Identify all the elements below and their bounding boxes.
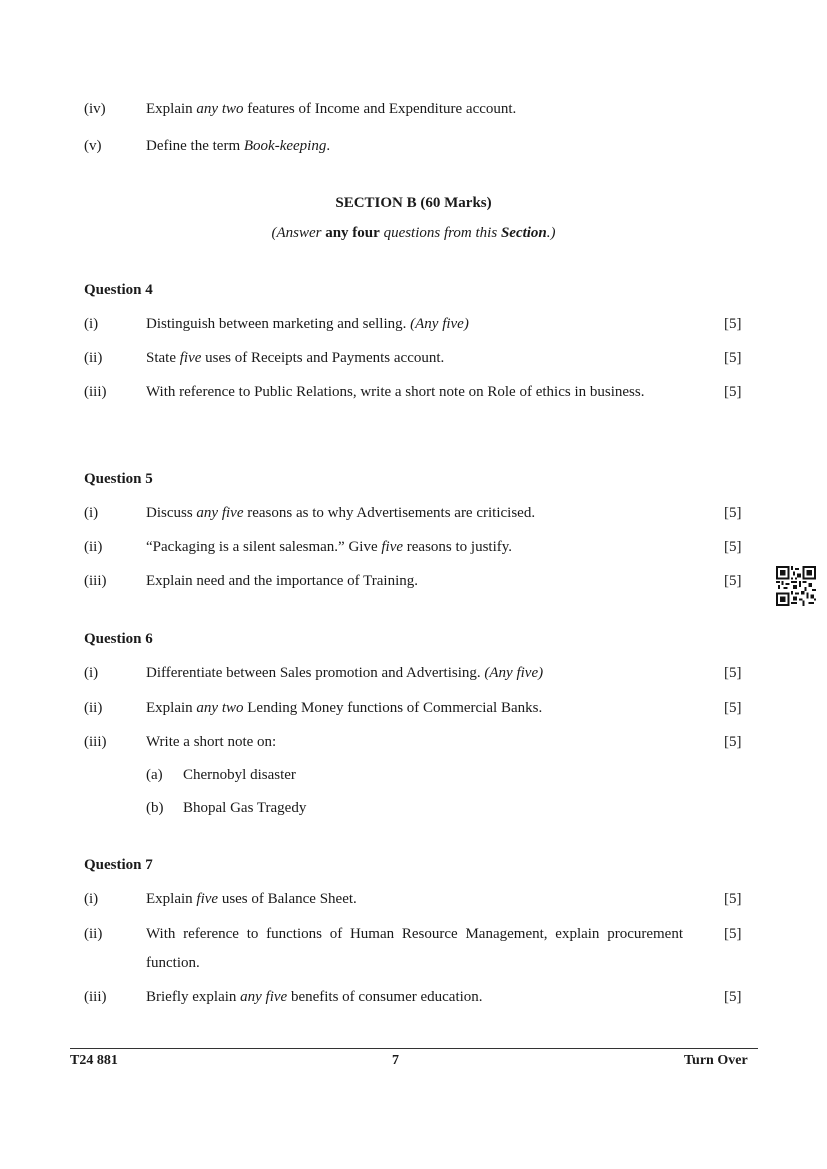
marks: [5] <box>724 734 742 750</box>
item-number: (i) <box>84 505 99 521</box>
marks: [5] <box>724 926 742 942</box>
qr-code-icon <box>776 566 816 606</box>
item-number: (iv) <box>84 101 106 117</box>
sub-item-text: Chernobyl disaster <box>183 767 296 783</box>
question-heading: Question 6 <box>84 631 153 647</box>
item-number: (iii) <box>84 384 107 400</box>
item-text: State five uses of Receipts and Payments account. <box>146 350 445 366</box>
item-text: Discuss any five reasons as to why Advertisements are criticised. <box>146 505 536 521</box>
turn-over-label: Turn Over <box>684 1053 748 1068</box>
item-text: Differentiate between Sales promotion and Advertising. (Any five) <box>146 665 544 681</box>
page-number: 7 <box>392 1053 399 1068</box>
item-text: Explain need and the importance of Training. <box>146 573 419 589</box>
item-text: “Packaging is a silent salesman.” Give five reasons to justify. <box>146 539 513 555</box>
item-text: Define the term Book-keeping. <box>146 138 331 154</box>
section-instruction: (Answer any four questions from this Section.) <box>271 225 556 241</box>
item-text: With reference to Public Relations, write a short note on Role of ethics in business. <box>146 384 645 400</box>
section-title: SECTION B (60 Marks) <box>335 195 492 211</box>
item-text: Briefly explain any five benefits of consumer education. <box>146 989 483 1005</box>
marks: [5] <box>724 350 742 366</box>
sub-item-text: Bhopal Gas Tragedy <box>183 800 307 816</box>
item-number: (ii) <box>84 926 103 942</box>
item-number: (i) <box>84 316 99 332</box>
marks: [5] <box>724 505 742 521</box>
item-number: (ii) <box>84 350 103 366</box>
marks: [5] <box>724 384 742 400</box>
item-text: Explain any two Lending Money functions of Commercial Banks. <box>146 700 543 716</box>
footer-divider <box>70 1048 758 1049</box>
item-number: (i) <box>84 665 99 681</box>
item-number: (iii) <box>84 989 107 1005</box>
marks: [5] <box>724 989 742 1005</box>
item-number: (ii) <box>84 700 103 716</box>
item-number: (iii) <box>84 573 107 589</box>
marks: [5] <box>724 573 742 589</box>
item-text: Write a short note on: <box>146 734 277 750</box>
item-number: (ii) <box>84 539 103 555</box>
marks: [5] <box>724 700 742 716</box>
item-number: (i) <box>84 891 99 907</box>
item-text: Explain any two features of Income and Expenditure account. <box>146 101 517 117</box>
item-text: With reference to functions of Human Resource Management, explain procurement function. <box>146 926 683 971</box>
sub-item-label: (b) <box>146 800 164 816</box>
item-text: Explain five uses of Balance Sheet. <box>146 891 357 907</box>
paper-code: T24 881 <box>70 1053 118 1068</box>
sub-item-label: (a) <box>146 767 163 783</box>
question-heading: Question 7 <box>84 857 153 873</box>
item-number: (v) <box>84 138 102 154</box>
marks: [5] <box>724 316 742 332</box>
item-number: (iii) <box>84 734 107 750</box>
marks: [5] <box>724 539 742 555</box>
item-text: Distinguish between marketing and selling. (Any five) <box>146 316 469 332</box>
question-heading: Question 4 <box>84 282 153 298</box>
marks: [5] <box>724 665 742 681</box>
question-heading: Question 5 <box>84 471 153 487</box>
marks: [5] <box>724 891 742 907</box>
